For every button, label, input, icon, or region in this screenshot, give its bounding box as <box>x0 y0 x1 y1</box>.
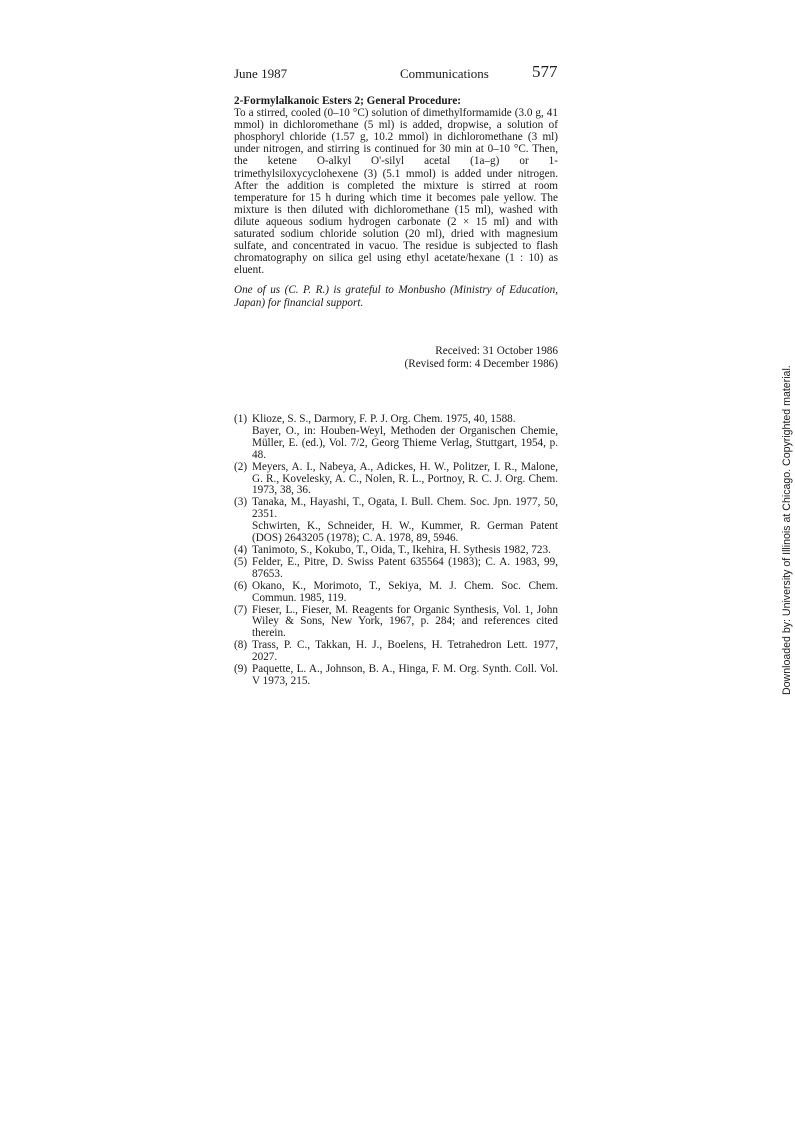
reference-text: Tanaka, M., Hayashi, T., Ogata, I. Bull. Chem. Soc. Jpn. 1977, 50, 2351. <box>252 496 558 521</box>
revised-date: (Revised form: 4 December 1986) <box>404 358 558 370</box>
procedure-heading: 2-Formylalkanoic Esters 2; General Procedure: <box>234 95 462 107</box>
reference-text: Okano, K., Morimoto, T., Sekiya, M. J. Chem. Soc. Chem. Commun. 1985, 119. <box>252 579 558 604</box>
reference-number: (6) <box>234 579 248 592</box>
reference-item <box>234 581 558 605</box>
received-date: Received: 31 October 1986 <box>435 345 558 357</box>
reference-item <box>234 462 558 498</box>
download-notice-text: Downloaded by: University of Illinois at Chicago. Copyrighted material. <box>781 365 793 695</box>
reference-number: (5) <box>234 555 248 568</box>
reference-number: (8) <box>234 639 248 652</box>
download-notice <box>781 365 795 1015</box>
reference-number: (2) <box>234 460 248 473</box>
reference-text: Meyers, A. I., Nabeya, A., Adickes, H. W., Politzer, I. R., Malone, G. R., Kovelesky, A. C., Nolen, R. L., Portnoy, R. C. J. Org. Chem. 1973, 38, 36. <box>252 460 558 497</box>
reference-number: (7) <box>234 603 248 616</box>
reference-list <box>234 414 558 688</box>
reference-item <box>234 414 558 462</box>
reference-text: Klioze, S. S., Darmory, F. P. J. Org. Chem. 1975, 40, 1588. <box>252 413 516 425</box>
page-number: 577 <box>532 62 558 81</box>
reference-text: Schwirten, K., Schneider, H. W., Kummer, R. German Patent (DOS) 2643205 (1978); C. A. 1978, 89, 5946. <box>252 520 558 545</box>
reference-text: Tanimoto, S., Kokubo, T., Oida, T., Ikehira, H. Sythesis 1982, 723. <box>252 543 551 556</box>
procedure-text: To a stirred, cooled (0–10 °C) solution of dimethylformamide (3.0 g, 41 mmol) in dichloromethane (5 ml) is added, dropwise, a solution of phosphoryl chloride (1.57 g, 10.2 mmol) in dichloromethane (3 ml) under nitrogen, and stirring is continued for 30 min at 0–10 °C. Then, the ketene O-alkyl O'-silyl acetal (1a–g) or 1-trimethylsiloxycyclohexene (3) (5.1 mmol) is added under nitrogen. After the addition is completed the mixture is stirred at room temperature for 15 h during which time it becomes pale yellow. The mixture is then diluted with dichloromethane (15 ml), washed with dilute aqueous sodium hydrogen carbonate (2 × 15 ml) and with saturated sodium chloride solution (20 ml), dried with magnesium sulfate, and concentrated in vacuo. The residue is subjected to flash chromatography on silica gel using ethyl acetate/hexane (1 : 10) as eluent. <box>234 107 558 277</box>
header-date: June 1987 <box>234 66 288 81</box>
reference-item <box>234 497 558 545</box>
article-body <box>234 95 558 309</box>
reference-item <box>234 640 558 664</box>
acknowledgement: One of us (C. P. R.) is grateful to Monbusho (Ministry of Education, Japan) for financial support. <box>234 284 558 309</box>
reference-item <box>234 605 558 641</box>
reference-text: Fieser, L., Fieser, M. Reagents for Organic Synthesis, Vol. 1, John Wiley & Sons, New York, 1967, p. 284; and references cited therein. <box>252 603 558 640</box>
reference-text: Paquette, L. A., Johnson, B. A., Hinga, F. M. Org. Synth. Coll. Vol. V 1973, 215. <box>252 663 558 687</box>
header-journal: Communications <box>400 66 489 81</box>
reference-item <box>234 664 558 688</box>
reference-text: Felder, E., Pitre, D. Swiss Patent 635564 (1983); C. A. 1983, 99, 87653. <box>252 555 558 580</box>
received-dates <box>234 345 558 371</box>
reference-number: (4) <box>234 543 248 556</box>
reference-text: Bayer, O., in: Houben-Weyl, Methoden der Organischen Chemie, Müller, E. (ed.), Vol. 7/2, Georg Thieme Verlag, Stuttgart, 1954, p. 48. <box>252 424 558 461</box>
reference-number: (1) <box>234 413 248 425</box>
reference-number: (9) <box>234 663 248 676</box>
reference-item <box>234 557 558 581</box>
reference-text: Trass, P. C., Takkan, H. J., Boelens, H. Tetrahedron Lett. 1977, 2027. <box>252 639 558 664</box>
reference-number: (3) <box>234 496 248 509</box>
